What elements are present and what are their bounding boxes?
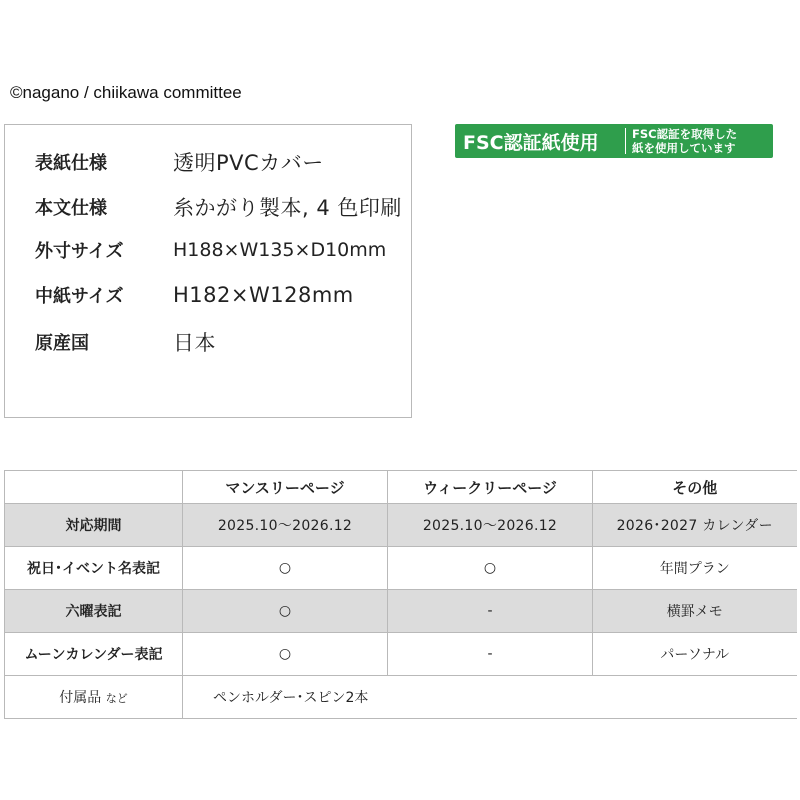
table-cell: ○	[388, 547, 593, 590]
copyright-text: ©nagano / chiikawa committee	[10, 83, 242, 102]
fsc-sub-line2: 紙を使用しています	[632, 141, 736, 155]
table-header-cell	[5, 471, 183, 504]
table-cell: ○	[183, 633, 388, 676]
row-label: 対応期間	[5, 504, 183, 547]
fsc-divider	[625, 128, 626, 154]
spec-value: 日本	[173, 331, 216, 355]
calendar-spec-table	[4, 470, 797, 719]
footer-value: ペンホルダー･スピン2本	[183, 676, 797, 719]
spec-row-cover	[35, 147, 324, 177]
table-cell: ○	[183, 590, 388, 633]
spec-label: 中紙サイズ	[35, 286, 124, 307]
table-cell: 2026･2027 カレンダー	[593, 504, 797, 547]
spec-label: 表紙仕様	[35, 153, 107, 174]
table-cell: 2025.10～2026.12	[388, 504, 593, 547]
spec-value: H188×W135×D10mm	[173, 239, 387, 261]
spec-value: 糸かがり製本, 4 色印刷	[173, 196, 402, 220]
spec-label: 外寸サイズ	[35, 241, 124, 262]
spec-label: 原産国	[35, 333, 89, 354]
table-row	[5, 633, 797, 676]
footer-label-suffix: など	[105, 692, 128, 705]
spec-row-body	[35, 192, 402, 222]
table-cell: 年間プラン	[593, 547, 797, 590]
table-cell: パーソナル	[593, 633, 797, 676]
table-header-other: その他	[593, 471, 797, 504]
table-cell: 2025.10～2026.12	[183, 504, 388, 547]
row-label: 祝日･イベント名表記	[5, 547, 183, 590]
footer-label-text: 付属品	[59, 690, 102, 706]
spec-value: 透明PVCカバー	[173, 151, 324, 175]
fsc-main-text: FSC認証紙使用	[463, 131, 599, 154]
table-footer-row	[5, 676, 797, 719]
spec-row-inner-size	[35, 282, 354, 308]
table-cell: -	[388, 590, 593, 633]
table-header-weekly: ウィークリーページ	[388, 471, 593, 504]
spec-box	[4, 124, 412, 418]
table-header-monthly: マンスリーページ	[183, 471, 388, 504]
table-row	[5, 504, 797, 547]
spec-row-outer-size	[35, 237, 386, 263]
fsc-badge	[455, 124, 773, 158]
fsc-sub-text	[632, 127, 737, 155]
table-cell: -	[388, 633, 593, 676]
row-label: 六曜表記	[5, 590, 183, 633]
row-label: ムーンカレンダー表記	[5, 633, 183, 676]
table-row	[5, 547, 797, 590]
spec-value: H182×W128mm	[173, 283, 354, 307]
table-row	[5, 590, 797, 633]
footer-label	[5, 676, 183, 719]
spec-label: 本文仕様	[35, 198, 107, 219]
table-cell: ○	[183, 547, 388, 590]
spec-row-origin	[35, 327, 216, 357]
fsc-sub-line1: FSC認証を取得した	[632, 127, 738, 141]
table-header-row	[5, 471, 797, 504]
table-cell: 横罫メモ	[593, 590, 797, 633]
